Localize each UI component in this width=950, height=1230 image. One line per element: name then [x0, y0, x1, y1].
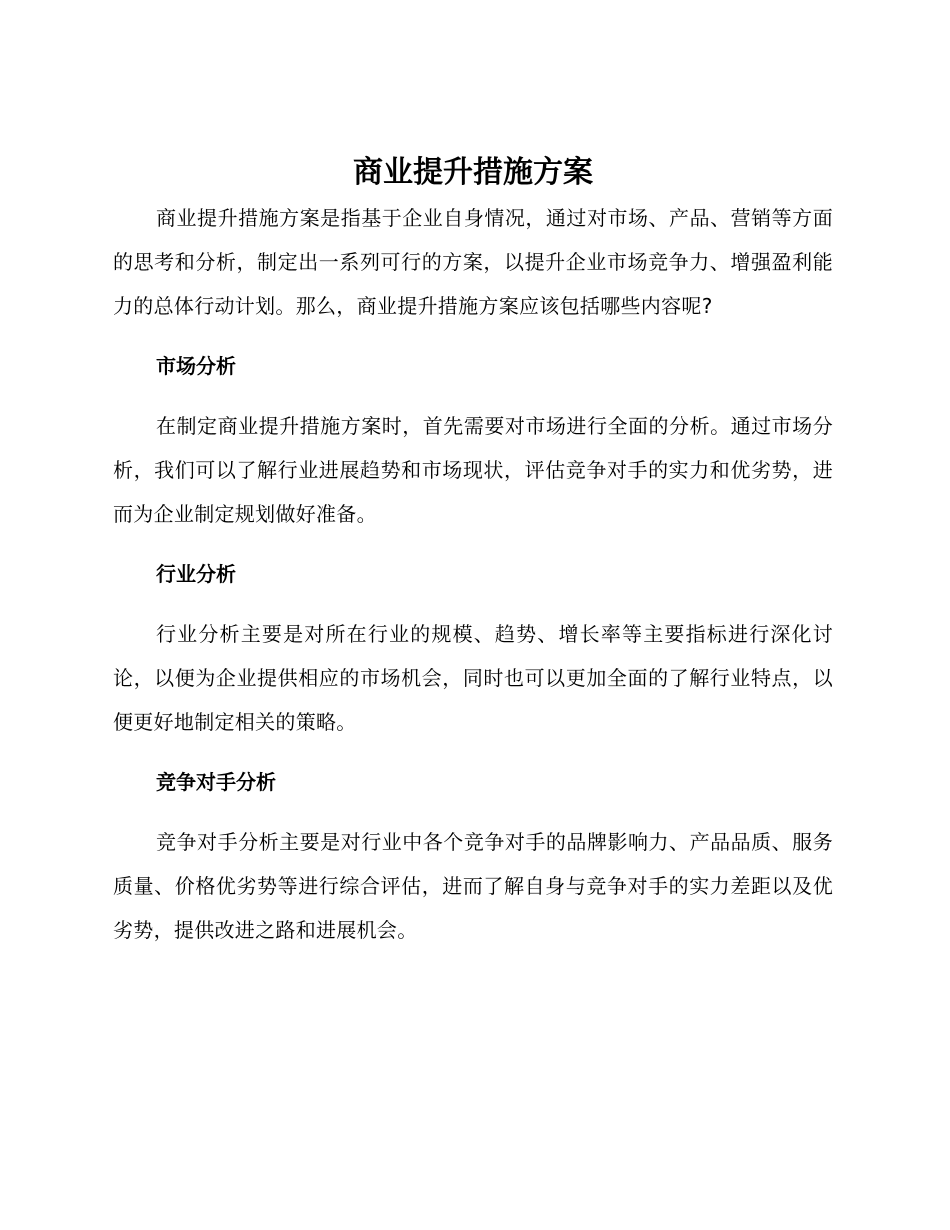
section-body-competitor: 竞争对手分析主要是对行业中各个竞争对手的品牌影响力、产品品质、服务质量、价格优劣势等进行综合评估，进而了解自身与竞争对手的实力差距以及优劣势，提供改进之路和进展机会。 [113, 830, 833, 942]
intro-paragraph: 商业提升措施方案是指基于企业自身情况，通过对市场、产品、营销等方面的思考和分析，制定出一系列可行的方案，以提升企业市场竞争力、增强盈利能力的总体行动计划。那么，商业提升措施方案应该包括哪些内容呢? [113, 206, 833, 318]
spacer [113, 744, 833, 760]
document-title: 商业提升措施方案 [353, 155, 593, 190]
spacer [113, 536, 833, 552]
spacer [113, 804, 833, 820]
section-heading-industry: 行业分析 [156, 562, 236, 586]
document-page [113, 150, 833, 952]
section-body-market: 在制定商业提升措施方案时，首先需要对市场进行全面的分析。通过市场分析，我们可以了解行业进展趋势和市场现状，评估竞争对手的实力和优劣势，进而为企业制定规划做好准备。 [113, 414, 833, 526]
section-heading-competitor: 竞争对手分析 [156, 770, 276, 794]
section-body-industry: 行业分析主要是对所在行业的规模、趋势、增长率等主要指标进行深化讨论，以便为企业提供相应的市场机会，同时也可以更加全面的了解行业特点，以便更好地制定相关的策略。 [113, 622, 833, 734]
spacer [113, 596, 833, 612]
section-heading-market: 市场分析 [156, 354, 236, 378]
spacer [113, 388, 833, 404]
spacer [113, 328, 833, 344]
